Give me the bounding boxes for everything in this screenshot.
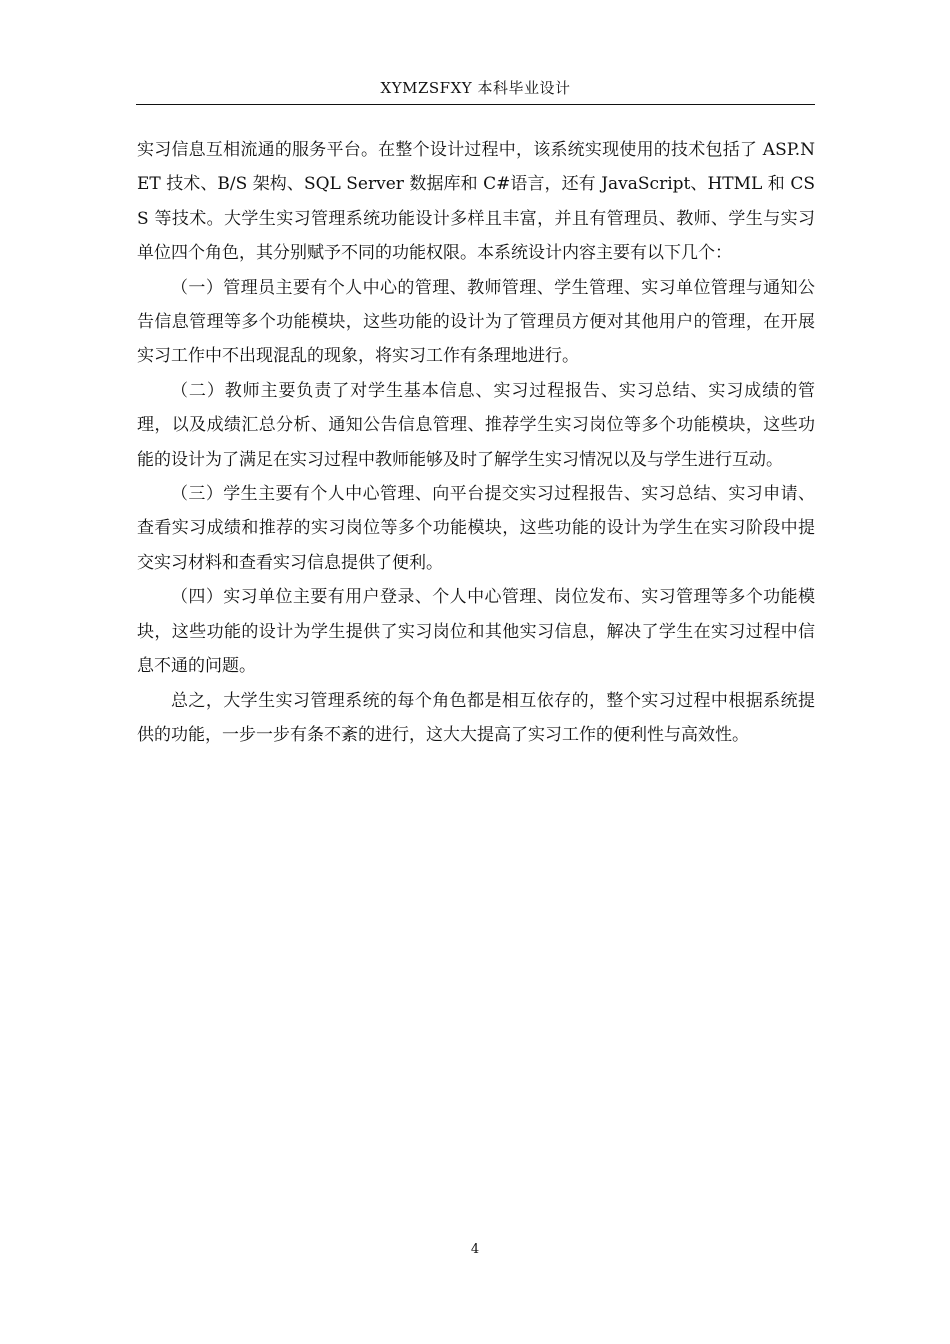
paragraph-student-role: （三）学生主要有个人中心管理、向平台提交实习过程报告、实习总结、实习申请、查看实习成绩和推荐的实习岗位等多个功能模块，这些功能的设计为学生在实习阶段中提交实习材料和查看实习信息提供了便利。 <box>137 484 815 573</box>
paragraph-admin-role: （一）管理员主要有个人中心的管理、教师管理、学生管理、实习单位管理与通知公告信息管理等多个功能模块，这些功能的设计为了管理员方便对其他用户的管理，在开展实习工作中不出现混乱的现象，将实习工作有条理地进行。 <box>137 277 815 367</box>
paragraph-intro-continuation: 实习信息互相流通的服务平台。在整个设计过程中，该系统实现使用的技术包括了 ASP.NET 技术、B/S 架构、SQL Server 数据库和 C#语言，还有 JavaScript、HTML 和 CSS 等技术。大学生实习管理系统功能设计多样且丰富，并且有管理员、教师、学生与实习单位四个角色，其分别赋予不同的功能权限。本系统设计内容主要有以下几个： <box>137 140 815 264</box>
paragraph-company-role: （四）实习单位主要有用户登录、个人中心管理、岗位发布、实习管理等多个功能模块，这些功能的设计为学生提供了实习岗位和其他实习信息，解决了学生在实习过程中信息不通的问题。 <box>137 587 815 677</box>
header-divider <box>136 104 815 105</box>
page-header-title: XYMZSFXY 本科毕业设计 <box>380 79 571 97</box>
paragraph-teacher-role: （二）教师主要负责了对学生基本信息、实习过程报告、实习总结、实习成绩的管理，以及成绩汇总分析、通知公告信息管理、推荐学生实习岗位等多个功能模块，这些功能的设计为了满足在实习过程中教师能够及时了解学生实习情况以及与学生进行互动。 <box>137 380 815 470</box>
page-number: 4 <box>470 1242 480 1257</box>
document-body <box>137 133 815 752</box>
paragraph-summary: 总之，大学生实习管理系统的每个角色都是相互依存的，整个实习过程中根据系统提供的功能，一步一步有条不紊的进行，这大大提高了实习工作的便利性与高效性。 <box>137 690 815 745</box>
